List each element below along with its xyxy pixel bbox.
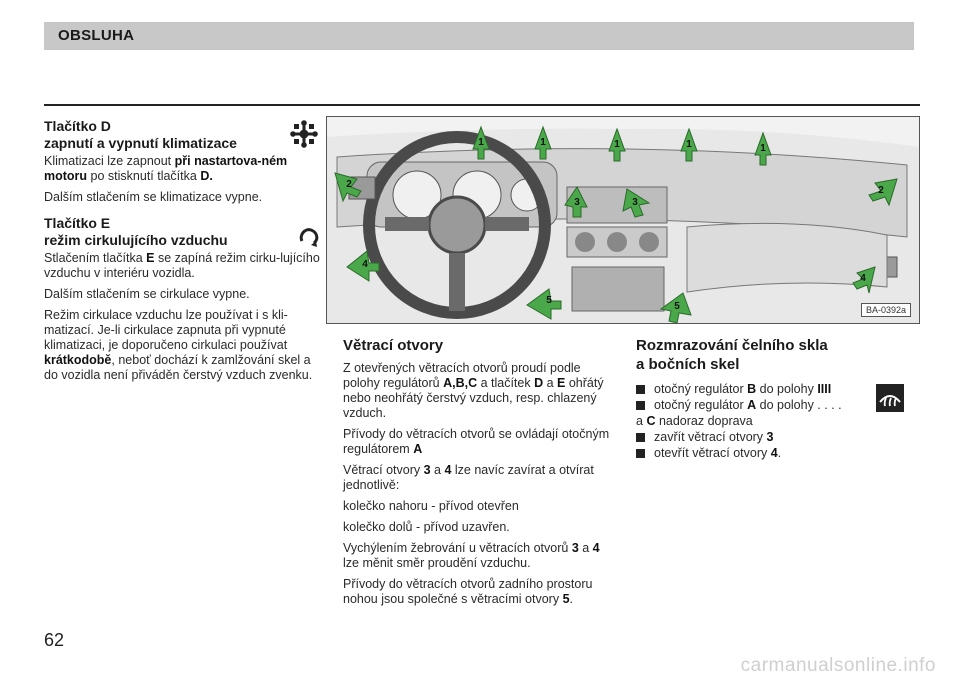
vents-text-5: kolečko dolů - přívod uzavřen. bbox=[343, 520, 510, 534]
defrost-title-line2: a bočních skel bbox=[636, 356, 740, 373]
arrow-5a bbox=[527, 289, 561, 319]
watermark: carmanualsonline.info bbox=[740, 655, 936, 676]
button-e-subtitle: režim cirkulujícího vzduchu bbox=[44, 232, 228, 248]
button-e-text-2: Dalším stlačením se cirkulace vypne. bbox=[44, 287, 250, 301]
vents-text-3: Větrací otvory 3 a 4 lze navíc zavírat a otvírat jednotlivě: bbox=[343, 463, 594, 492]
divider-rule bbox=[44, 104, 920, 106]
recirculation-icon bbox=[297, 225, 321, 249]
windshield-defrost-icon bbox=[876, 384, 904, 412]
airflow-arrows bbox=[327, 117, 919, 323]
page-number: 62 bbox=[44, 630, 65, 650]
button-e-text-3: Režim cirkulace vzduchu lze používat i s kli-matizací. Je-li cirkulace zapnuta při vypnuté klimatizaci, je doporučeno cirkulaci používat krátkodobě, neboť dochází k zamlžování skel a do vozidla není přiváděn čerstvý vzduch zvenku. bbox=[44, 308, 313, 382]
button-d-subtitle: zapnutí a vypnutí klimatizace bbox=[44, 135, 237, 151]
defrost-steps bbox=[636, 382, 916, 461]
callout-3: 3 bbox=[632, 197, 638, 208]
list-item: otočný regulátor B do polohy IIII bbox=[636, 382, 916, 397]
callout-1: 1 bbox=[760, 143, 766, 154]
section-title: OBSLUHA bbox=[58, 27, 135, 44]
button-e-text: Stlačením tlačítka E se zapíná režim cirku-lujícího vzduchu v interiéru vozidla. bbox=[44, 251, 320, 280]
button-d-title: Tlačítko D bbox=[44, 118, 111, 134]
defrost-title bbox=[636, 336, 916, 374]
button-d-text: Klimatizaci lze zapnout při nastartova-ném motoru po stisknutí tlačítka D. bbox=[44, 154, 288, 183]
list-item-continuation: a C nadoraz doprava bbox=[636, 414, 753, 428]
defrost-title-line1: Rozmrazování čelního skla bbox=[636, 337, 828, 354]
callout-1: 1 bbox=[614, 139, 620, 150]
callout-5: 5 bbox=[674, 301, 680, 312]
callout-5: 5 bbox=[546, 295, 552, 306]
callout-4: 4 bbox=[860, 273, 866, 284]
button-e-title: Tlačítko E bbox=[44, 215, 111, 231]
callout-2: 2 bbox=[878, 185, 884, 196]
header-bar bbox=[44, 22, 914, 50]
vents-text-2: Přívody do větracích otvorů se ovládají otočným regulátorem A bbox=[343, 427, 610, 456]
vents-text-1: Z otevřených větracích otvorů proudí podle polohy regulátorů A,B,C a tlačítek D a E ohřátý nebo neohřátý čerstvý vzduch, resp. chlazený vzduch. bbox=[343, 361, 604, 420]
callout-1: 1 bbox=[686, 139, 692, 150]
callout-3: 3 bbox=[574, 197, 580, 208]
callout-2: 2 bbox=[346, 179, 352, 190]
vents-text-7: Přívody do větracích otvorů zadního prostoru nohou jsou společné s větracími otvory 5. bbox=[343, 577, 593, 606]
vents-text-6: Vychýlením žebrování u větracích otvorů 3 a 4 lze měnit směr proudění vzduchu. bbox=[343, 541, 600, 570]
dashboard-illustration bbox=[326, 116, 920, 324]
vents-title: Větrací otvory bbox=[343, 337, 444, 354]
callout-1: 1 bbox=[540, 137, 546, 148]
middle-column bbox=[343, 336, 615, 613]
list-item: zavřít větrací otvory 3 bbox=[636, 430, 916, 445]
left-column bbox=[44, 118, 320, 389]
snowflake-icon bbox=[290, 120, 318, 148]
right-column bbox=[636, 336, 916, 462]
list-item: otevřít větrací otvory 4. bbox=[636, 446, 916, 461]
callout-4: 4 bbox=[362, 259, 368, 270]
figure-code-label: BA-0392a bbox=[861, 303, 911, 317]
button-d-text-2: Dalším stlačením se klimatizace vypne. bbox=[44, 190, 263, 204]
callout-1: 1 bbox=[478, 137, 484, 148]
vents-text-4: kolečko nahoru - přívod otevřen bbox=[343, 499, 519, 513]
list-item: otočný regulátor A do polohy . . . . bbox=[636, 398, 916, 413]
